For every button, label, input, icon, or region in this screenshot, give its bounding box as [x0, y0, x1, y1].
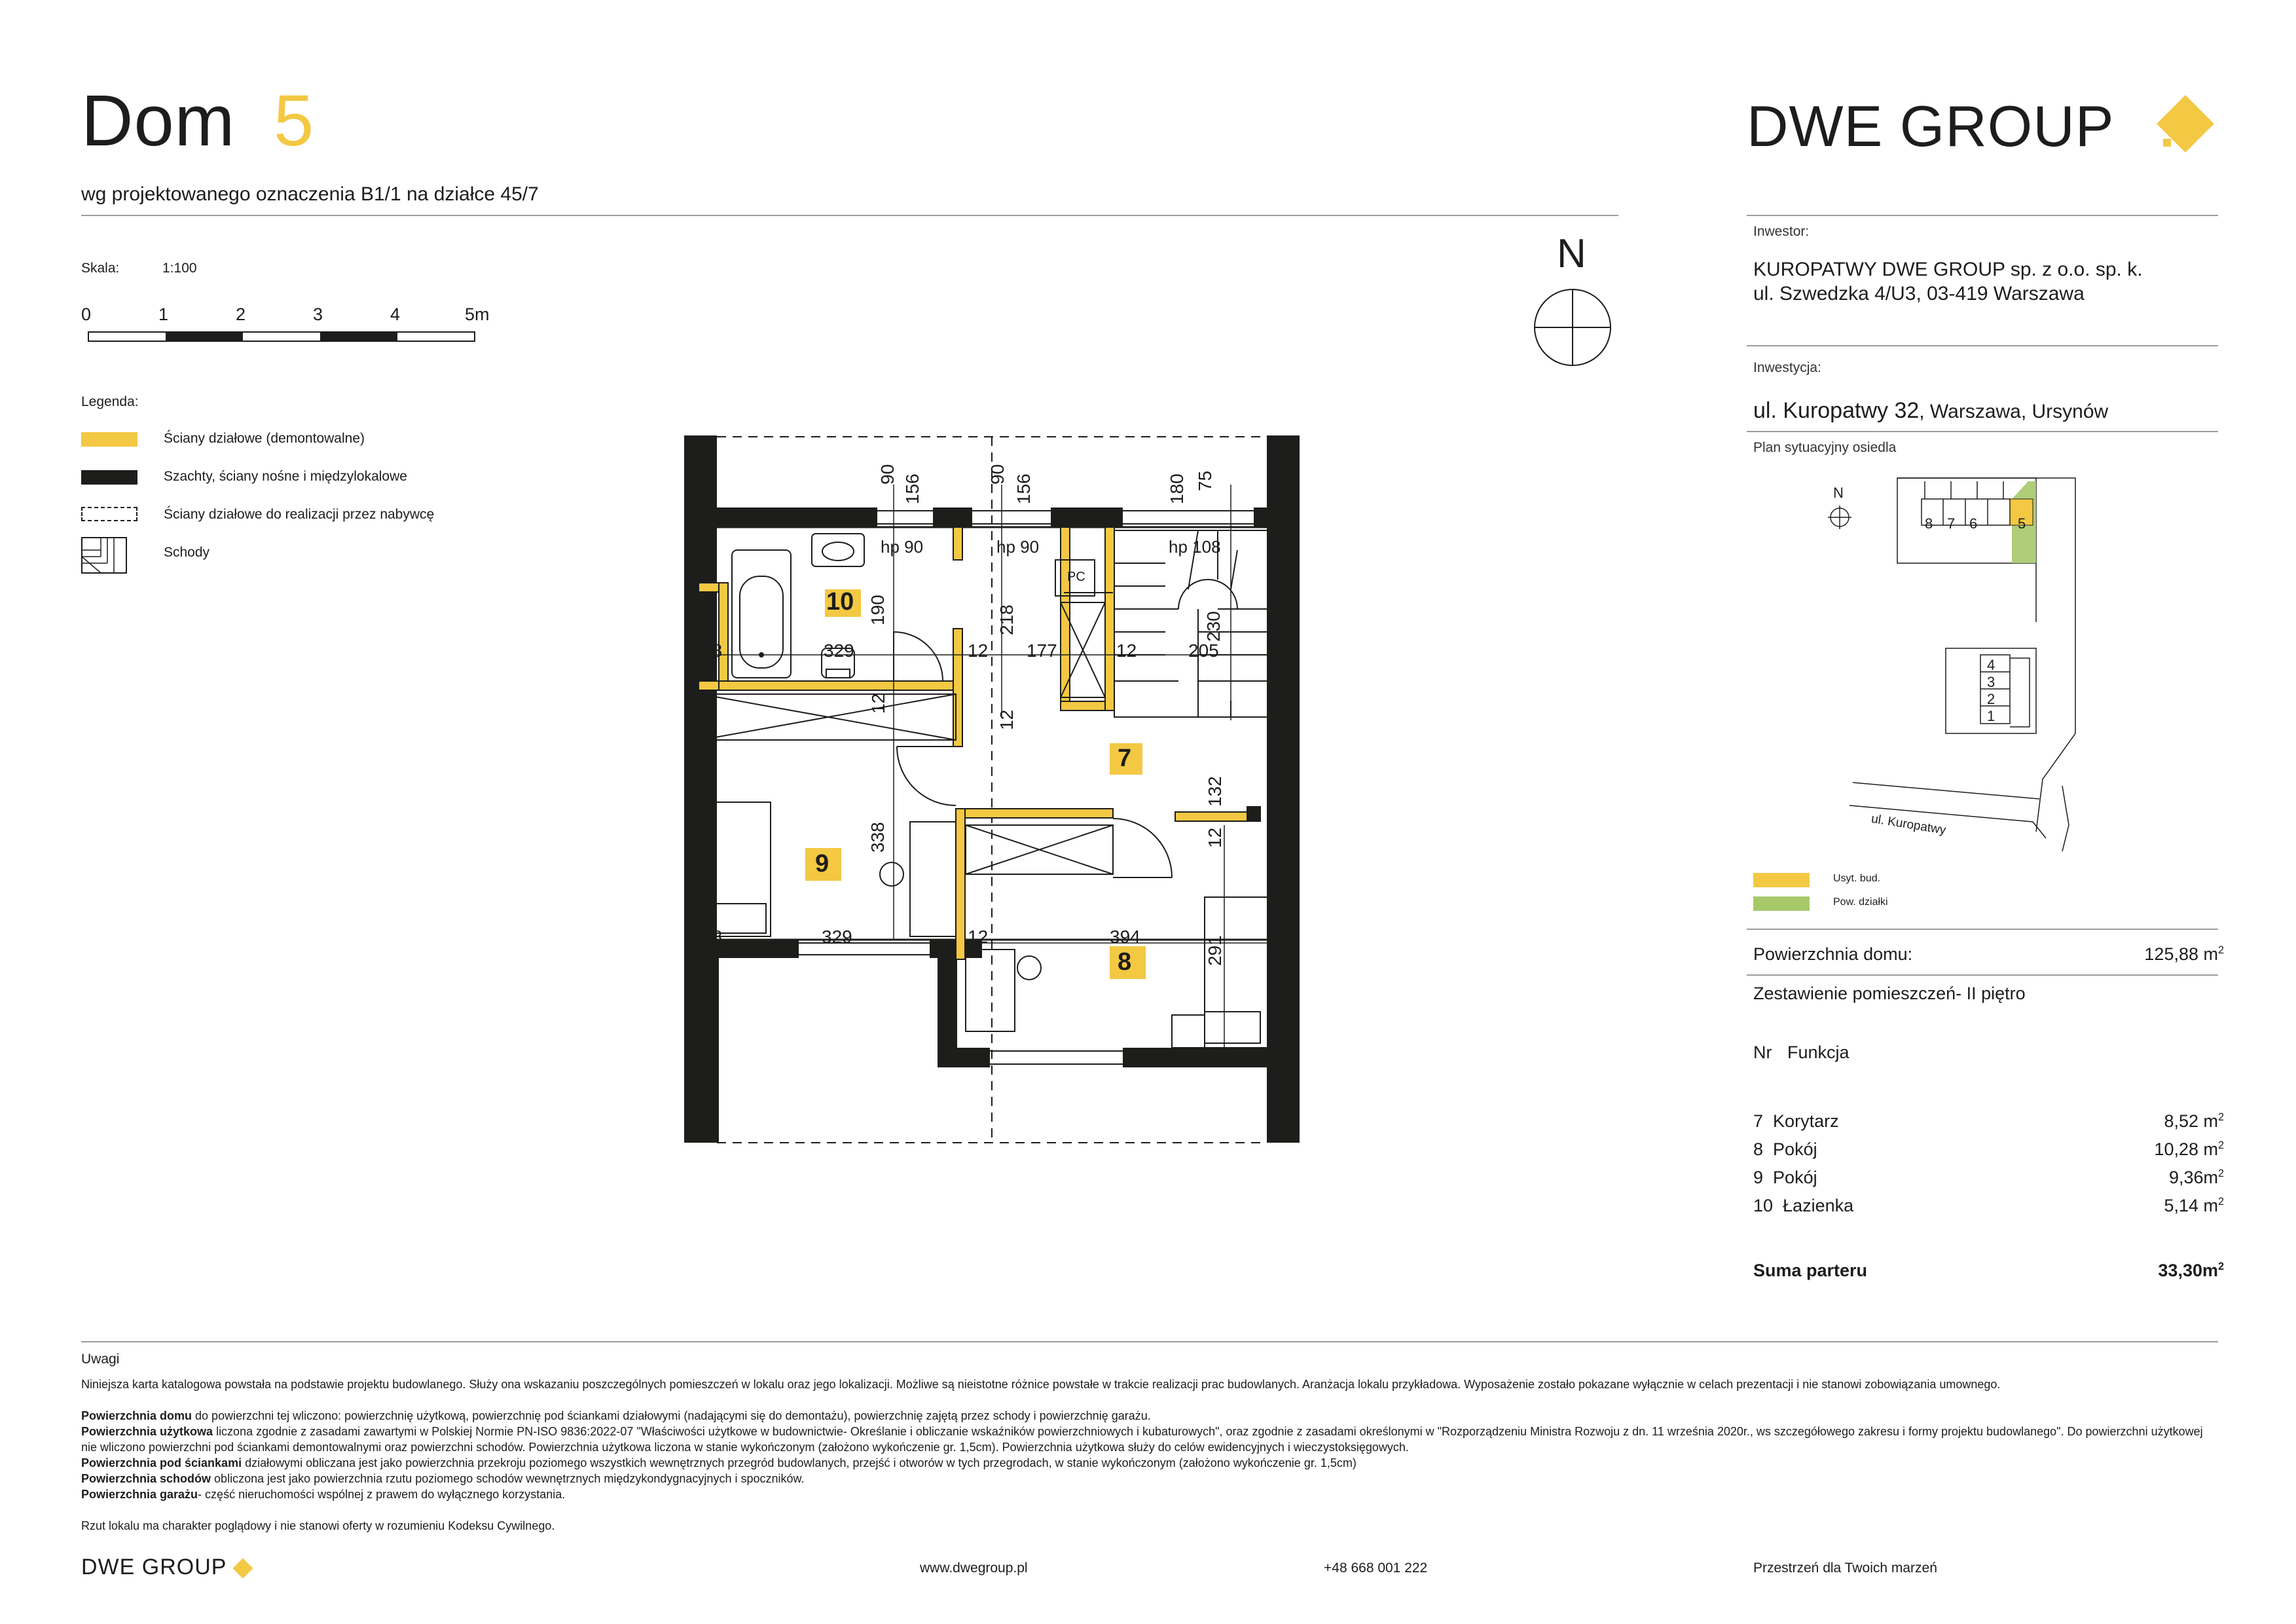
- side-divider: [1747, 215, 2218, 216]
- site-legend-label: Pow. działki: [1833, 896, 1888, 908]
- room-area: [2154, 1139, 2224, 1160]
- room-area-value: 10,28 m: [2154, 1139, 2218, 1159]
- brand-logo: DWE GROUP: [1747, 94, 2115, 158]
- scale-tick: 0: [81, 304, 92, 324]
- legend-label: Schody: [164, 545, 210, 560]
- room-row: [1753, 1139, 1817, 1160]
- legend-swatch-loadbearing: [81, 470, 137, 485]
- plan-label: hp 108: [1169, 537, 1221, 557]
- site-house-label: 2: [1987, 691, 1995, 707]
- room-area-unit: 2: [2217, 1168, 2224, 1179]
- note-term: Powierzchnia garażu: [81, 1488, 198, 1501]
- note-text: - część nieruchomości wspólnej z prawem do wyłącznego korzystania.: [198, 1488, 566, 1501]
- side-divider: [1747, 345, 2218, 346]
- notes-body: [81, 1376, 2215, 1534]
- note-term: Powierzchnia domu: [81, 1409, 192, 1422]
- room-area-unit: 2: [2217, 1196, 2224, 1208]
- legend-title: Legenda:: [81, 394, 139, 409]
- scale-tick: 4: [390, 304, 401, 324]
- dim-label: 190: [867, 595, 888, 625]
- stairs-icon: [81, 537, 127, 574]
- notes-divider: [81, 1341, 2218, 1342]
- note-text: do powierzchni tej wliczono: powierzchnię użytkową, powierzchnię pod ściankami działowymi (nadającymi się do demontażu), powierzchnię zajętą przez schody i powierzchnię garażu.: [192, 1409, 1151, 1422]
- site-legend-swatch: [1753, 873, 1810, 887]
- room-area-value: 5,14 m: [2164, 1196, 2218, 1215]
- room-row: [1753, 1168, 1817, 1188]
- site-plan-label: Plan sytuacyjny osiedla: [1753, 440, 1897, 455]
- site-house-label-highlight: 5: [2018, 515, 2026, 532]
- compass-icon: [1532, 287, 1613, 368]
- side-divider: [1747, 974, 2218, 976]
- sum-number: 33,30m: [2158, 1261, 2218, 1280]
- footer-diamond-icon: [232, 1558, 253, 1578]
- area-value: [2144, 944, 2224, 965]
- dim-label: 18: [702, 927, 723, 947]
- dim-label: 90: [877, 464, 898, 485]
- scale-label: Skala:: [81, 261, 120, 276]
- area-label: Powierzchnia domu:: [1753, 944, 1913, 964]
- site-house-label: 4: [1987, 657, 1995, 673]
- site-house-label: 8: [1925, 515, 1933, 532]
- room-area-value: 9,36m: [2168, 1168, 2218, 1187]
- dim-label: 12: [868, 693, 888, 714]
- room-name: Łazienka: [1783, 1196, 1854, 1215]
- site-house-label: 1: [1987, 708, 1995, 724]
- plan-label: PC: [1067, 570, 1085, 584]
- room-nr: 8: [1753, 1139, 1764, 1159]
- dim-label: 338: [867, 822, 888, 853]
- room-number-9: 9: [815, 850, 829, 877]
- site-legend-label: Usyt. bud.: [1833, 873, 1881, 884]
- footer-phone[interactable]: +48 668 001 222: [1324, 1560, 1428, 1576]
- note-term: Powierzchnia schodów: [81, 1472, 211, 1485]
- room-nr: 7: [1753, 1111, 1764, 1131]
- dim-label: 12: [1205, 827, 1225, 848]
- dim-label: 12: [968, 927, 989, 947]
- site-house-label: 3: [1987, 674, 1995, 690]
- side-divider: [1747, 929, 2218, 930]
- legend-label: Ściany działowe (demontowalne): [164, 431, 365, 446]
- dim-label: 90: [987, 464, 1008, 485]
- scale-ticks: [81, 304, 490, 327]
- investment-label: Inwestycja:: [1753, 360, 1821, 375]
- dim-label: 132: [1205, 776, 1225, 807]
- room-name: Pokój: [1773, 1168, 1817, 1187]
- sum-value: [2158, 1261, 2224, 1281]
- room-row: [1753, 1111, 1839, 1132]
- room-row: [1753, 1196, 1853, 1216]
- note-paragraph: [81, 1455, 2215, 1471]
- rooms-col-func: Funkcja: [1787, 1043, 1850, 1062]
- site-house-label: 7: [1947, 515, 1956, 532]
- investment-city: , Warszawa, Ursynów: [1919, 401, 2109, 422]
- dim-label: 394: [1110, 927, 1140, 947]
- plan-label: hp 90: [996, 537, 1040, 557]
- dim-label: 156: [1013, 473, 1034, 504]
- scale-tick: 2: [236, 304, 246, 324]
- footer-slogan: Przestrzeń dla Twoich marzeń: [1753, 1560, 1937, 1576]
- footer-website[interactable]: www.dwegroup.pl: [920, 1560, 1028, 1576]
- dim-label: 12: [996, 709, 1017, 730]
- room-number-7: 7: [1118, 745, 1132, 772]
- room-area-unit: 2: [2217, 1111, 2224, 1123]
- sum-label: Suma parteru: [1753, 1261, 1868, 1280]
- room-number-10: 10: [826, 588, 854, 616]
- investor-address: ul. Szwedzka 4/U3, 03-419 Warszawa: [1753, 283, 2085, 304]
- legend-swatch-buyer-walls: [81, 507, 137, 521]
- room-number-8: 8: [1118, 948, 1132, 976]
- room-nr: 9: [1753, 1168, 1764, 1187]
- footer-brand: DWE GROUP: [81, 1555, 227, 1579]
- scale-tick: 3: [313, 304, 323, 324]
- dim-label: 329: [822, 927, 852, 947]
- note-paragraph: Rzut lokalu ma charakter poglądowy i nie stanowi oferty w rozumieniu Kodeksu Cywilnego.: [81, 1519, 555, 1532]
- investor-label: Inwestor:: [1753, 224, 1810, 239]
- room-area-unit: 2: [2217, 1139, 2224, 1151]
- brand-dot-icon: [2163, 139, 2171, 147]
- dim-label: 291: [1205, 935, 1225, 966]
- room-area: [2164, 1111, 2224, 1132]
- site-legend-swatch: [1753, 896, 1810, 911]
- dim-label: 329: [824, 640, 854, 661]
- legend-label: Szachty, ściany nośne i międzylokalowe: [164, 469, 407, 484]
- scale-tick: 1: [158, 304, 169, 324]
- sum-unit: 2: [2217, 1261, 2224, 1272]
- scale-value: 1:100: [162, 261, 197, 276]
- note-paragraph: [81, 1471, 2215, 1486]
- room-nr: 10: [1753, 1196, 1774, 1215]
- note-paragraph: [81, 1408, 2215, 1424]
- room-area: [2169, 1168, 2224, 1188]
- room-name: Pokój: [1773, 1139, 1817, 1159]
- dim-label: 218: [996, 604, 1017, 635]
- site-plan-north: N: [1833, 485, 1844, 501]
- room-area: [2164, 1196, 2224, 1216]
- plan-label: hp 90: [881, 537, 924, 557]
- note-text: obliczona jest jako powierzchnia rzutu poziomego schodów wewnętrznych międzykondygnacyjnych i spoczników.: [211, 1472, 805, 1485]
- note-term: Powierzchnia użytkowa: [81, 1425, 213, 1438]
- room-name: Korytarz: [1773, 1111, 1839, 1131]
- area-number: 125,88 m: [2144, 944, 2218, 964]
- investment-street: ul. Kuropatwy 32: [1753, 398, 1920, 423]
- site-street-label: ul. Kuropatwy: [1870, 812, 1947, 838]
- note-term: Powierzchnia pod ściankami: [81, 1456, 242, 1469]
- investment-address: [1753, 398, 2108, 424]
- legend-swatch-partition: [81, 432, 137, 447]
- area-unit: 2: [2217, 944, 2224, 956]
- site-house-label: 6: [1969, 515, 1978, 532]
- dim-label: 230: [1203, 611, 1224, 642]
- notes-title: Uwagi: [81, 1352, 120, 1367]
- page-title: Dom: [81, 81, 236, 161]
- dim-label: 12: [1116, 640, 1137, 661]
- dim-label: 12: [968, 640, 989, 661]
- note-text: działowymi obliczana jest jako powierzchnia przekroju poziomego wszystkich wewnętrznych przegród budowlanych, przejść i otworów w tych przegrodach, w stanie wykończonym (założono wykończenie gr. 1,5cm): [242, 1456, 1357, 1469]
- rooms-heading: Zestawienie pomieszczeń- II piętro: [1753, 984, 2026, 1003]
- dim-label: 180: [1167, 473, 1187, 504]
- scale-bar: [88, 331, 481, 344]
- dim-label: 177: [1027, 640, 1057, 661]
- rooms-col-nr: Nr: [1753, 1043, 1772, 1062]
- page-subtitle: wg projektowanego oznaczenia B1/1 na działce 45/7: [81, 183, 539, 205]
- room-area-value: 8,52 m: [2164, 1111, 2218, 1131]
- site-plan-map: [1820, 471, 2095, 851]
- investor-name: KUROPATWY DWE GROUP sp. z o.o. sp. k.: [1753, 259, 2143, 280]
- dim-label: 156: [902, 473, 922, 504]
- dim-label: 205: [1188, 640, 1219, 661]
- legend-label: Ściany działowe do realizacji przez nabywcę: [164, 507, 435, 522]
- note-text: liczona zgodnie z zasadami zawartymi w Polskiej Normie PN-ISO 9836:2022-07 "Właściwości użytkowe w budownictwie- Określanie i obliczanie wskaźników powierzchniowych i kubaturowych", oraz zgodnie z zasadami określonymi w "Rozporządzeniu Ministra Rozwoju z dn. 11 września 2020r., ws szczegółowego zakresu i formy projektu budowlanego". Do powierzchni użytkowej nie wliczono powierzchni pod ściankami demontowalnymi oraz powierzchni schodów. Powierzchnia użytkowa liczona w stanie wykończonym (założono wykończenie gr. 1,5cm). Powierzchnia użytkowa służy do celów ewidencyjnych i wieczystoksięgowych.: [81, 1425, 2203, 1454]
- scale-tick: 5m: [465, 304, 490, 324]
- dim-label: 18: [702, 640, 723, 661]
- note-paragraph: Niniejsza karta katalogowa powstała na podstawie projektu budowlanego. Służy ona wskazaniu poszczególnych pomieszczeń w lokalu oraz jego lokalizacji. Możliwe są nieistotne różnice powstałe w trakcie realizacji prac budowlanych. Aranżacja lokalu przykładowa. Wyposażenie zostało pokazane wyłącznie w celach prezentacji i nie stanowi zobowiązania umownego.: [81, 1378, 2001, 1391]
- side-divider: [1747, 431, 2218, 432]
- header-divider: [81, 215, 1618, 216]
- note-paragraph: [81, 1424, 2215, 1455]
- house-number: 5: [274, 81, 314, 161]
- dim-label: 75: [1195, 470, 1215, 491]
- north-label: N: [1557, 231, 1586, 276]
- note-paragraph: [81, 1486, 2215, 1502]
